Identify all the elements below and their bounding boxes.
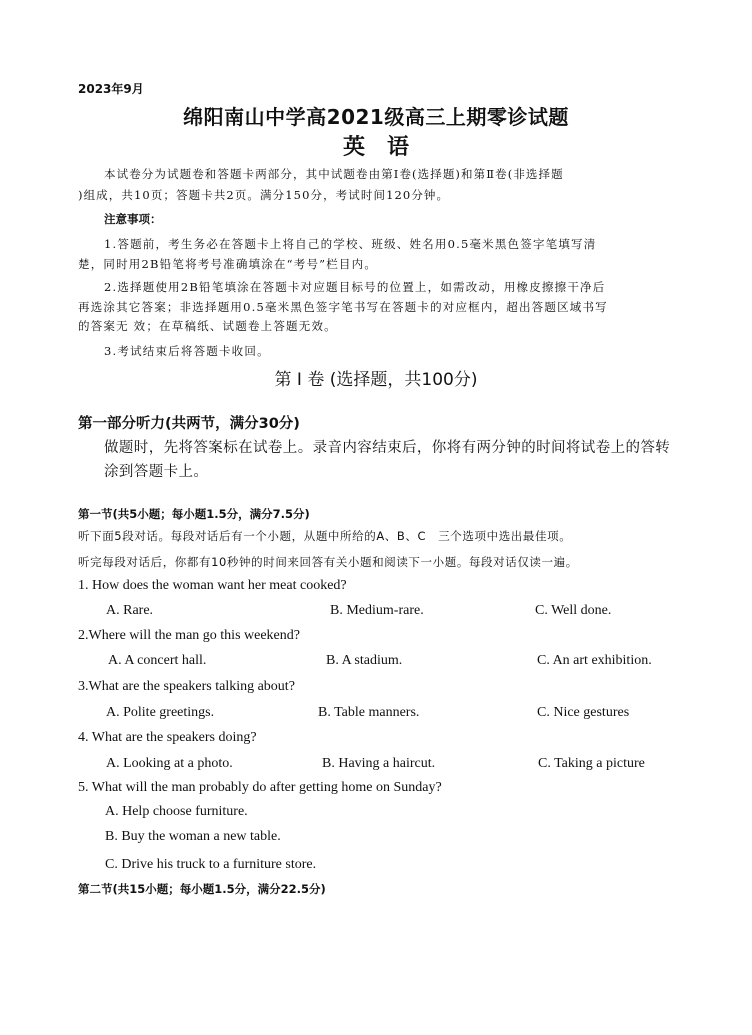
section2-heading: 第二节(共15小题；每小题1.5分，满分22.5分): [78, 882, 326, 896]
question-2-option-c: C. An art exhibition.: [537, 653, 652, 668]
question-3-option-c: C. Nice gestures: [537, 705, 630, 720]
question-1-option-b: B. Medium-rare.: [330, 603, 424, 618]
question-5-option-a: A. Help choose furniture.: [105, 804, 248, 819]
notice-line-1: 1.答题前，考生务必在答题卡上将自己的学校、班级、姓名用0.5毫米黑色签字笔填写清: [104, 237, 597, 251]
section1-instruction-2: 听完每段对话后，你都有10秒钟的时间来回答有关小题和阅读下一小题。每段对话仅读一遍。: [78, 555, 578, 569]
notice-line-3: 2.选择题使用2B铅笔填涂在答题卡对应题目标号的位置上，如需改动，用橡皮擦擦干净后: [104, 280, 606, 294]
part1-desc-line-2: 涂到答题卡上。: [104, 464, 209, 480]
volume-title: 第 I 卷 (选择题，共100分): [274, 370, 478, 390]
question-4-option-a: A. Looking at a photo.: [106, 756, 233, 771]
question-5-option-b: B. Buy the woman a new table.: [105, 829, 281, 844]
question-5-stem: 5. What will the man probably do after getting home on Sunday?: [78, 780, 442, 795]
question-3-option-a: A. Polite greetings.: [106, 705, 215, 720]
question-2-option-a: A. A concert hall.: [108, 653, 207, 668]
question-4-option-b: B. Having a haircut.: [322, 756, 436, 771]
notice-line-2: 楚，同时用2B铅笔将考号准确填涂在“考号”栏目内。: [78, 257, 378, 271]
exam-title: 绵阳南山中学高2021级高三上期零诊试题: [183, 105, 569, 129]
notice-line-5: 的答案无 效；在草稿纸、试题卷上答题无效。: [78, 319, 337, 333]
exam-subject: 英 语: [342, 135, 409, 160]
intro-line-1: 本试卷分为试题卷和答题卡两部分，其中试题卷由第Ⅰ卷(选择题)和第Ⅱ卷(非选择题: [104, 167, 564, 181]
part1-heading: 第一部分听力(共两节，满分30分): [78, 416, 300, 432]
part1-desc-line-1: 做题时，先将答案标在试卷上。录音内容结束后，你将有两分钟的时间将试卷上的答转: [104, 440, 671, 456]
section1-instruction-1: 听下面5段对话。每段对话后有一个小题，从题中所给的A、B、C 三个选项中选出最佳项。: [78, 529, 572, 543]
section1-heading: 第一节(共5小题；每小题1.5分，满分7.5分): [78, 507, 310, 521]
question-1-option-c: C. Well done.: [535, 603, 612, 618]
question-2-option-b: B. A stadium.: [326, 653, 403, 668]
exam-date: 2023年9月: [78, 82, 144, 96]
notice-heading: 注意事项：: [104, 212, 162, 226]
question-4-option-c: C. Taking a picture: [538, 756, 645, 771]
notice-line-6: 3.考试结束后将答题卡收回。: [104, 344, 270, 358]
question-1-option-a: A. Rare.: [106, 603, 154, 618]
question-3-stem: 3.What are the speakers talking about?: [78, 679, 295, 694]
notice-line-4: 再选涂其它答案；非选择题用0.5毫米黑色签字笔书写在答题卡的对应框内，超出答题区域书写: [78, 300, 608, 314]
question-3-option-b: B. Table manners.: [318, 705, 420, 720]
question-1-stem: 1. How does the woman want her meat cooked?: [78, 578, 347, 593]
question-4-stem: 4. What are the speakers doing?: [78, 730, 257, 745]
question-2-stem: 2.Where will the man go this weekend?: [78, 628, 300, 643]
question-5-option-c: C. Drive his truck to a furniture store.: [105, 857, 317, 872]
intro-line-2: )组成，共10页；答题卡共2页。满分150分，考试时间120分钟。: [78, 188, 450, 202]
